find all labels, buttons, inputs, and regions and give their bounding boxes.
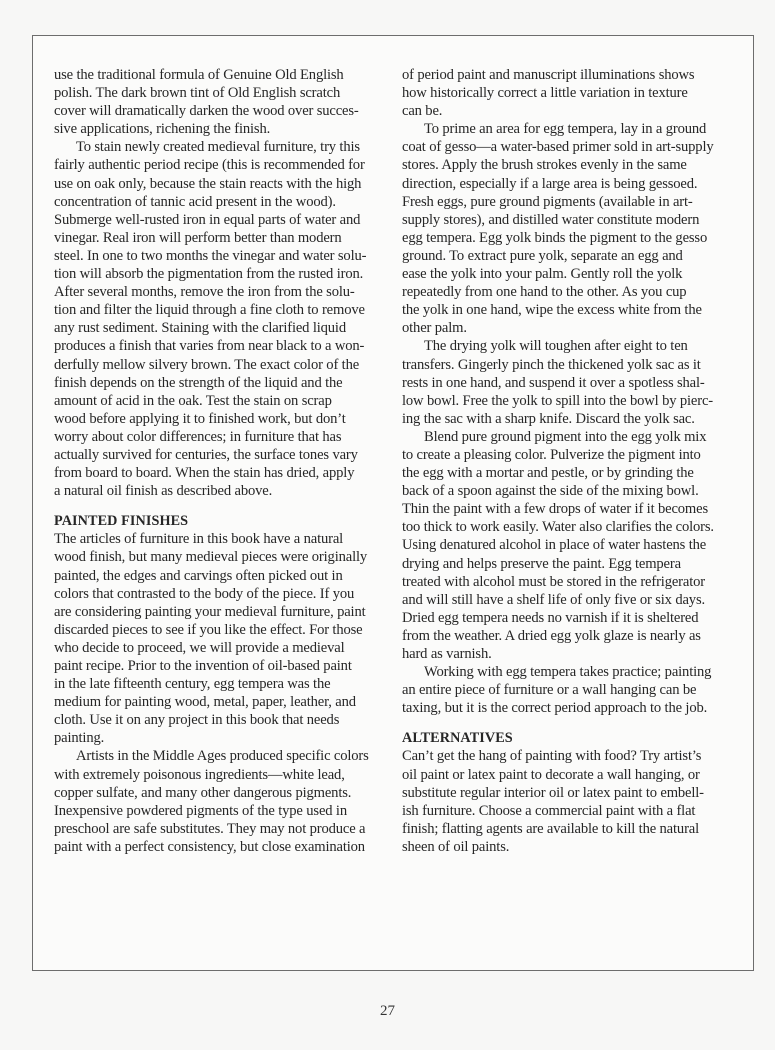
- text-line: use on oak only, because the stain reacts with the high: [54, 175, 362, 192]
- text-line: The drying yolk will toughen after eight to ten: [424, 338, 688, 355]
- text-line: steel. In one to two months the vinegar and water solu-: [54, 247, 367, 264]
- text-line: worry about color differences; in furniture that has: [54, 428, 342, 445]
- text-line: medium for painting wood, metal, paper, leather, and: [54, 694, 356, 711]
- paragraph: [54, 530, 390, 747]
- text-line: oil paint or latex paint to decorate a wall hanging, or: [402, 766, 700, 783]
- text-line: ing the sac with a sharp knife. Discard the yolk sac.: [402, 410, 695, 427]
- text-line: Fresh eggs, pure ground pigments (available in art-: [402, 193, 693, 210]
- text-line: how historically correct a little variation in texture: [402, 85, 688, 102]
- text-line: from the weather. A dried egg yolk glaze is nearly as: [402, 627, 701, 644]
- text-line: can be.: [402, 103, 443, 120]
- text-line: low bowl. Free the yolk to spill into the bowl by pierc-: [402, 392, 713, 409]
- text-line: direction, especially if a large area is being gessoed.: [402, 175, 698, 192]
- text-line: Using denatured alcohol in place of water hastens the: [402, 537, 707, 554]
- text-line: Thin the paint with a few drops of water if it becomes: [402, 501, 708, 518]
- text-line: Artists in the Middle Ages produced specific colors: [76, 748, 369, 765]
- text-line: finish; flatting agents are available to kill the natural: [402, 820, 700, 837]
- text-line: paint recipe. Prior to the invention of oil-based paint: [54, 658, 352, 674]
- text-line: concentration of tannic acid present in the wood).: [54, 193, 336, 210]
- text-line: the egg with a mortar and pestle, or by grinding the: [402, 465, 694, 482]
- paragraph: [402, 337, 738, 427]
- text-line: who decide to proceed, we will provide a medieval: [54, 639, 345, 656]
- text-line: cover will dramatically darken the wood over succes-: [54, 103, 359, 120]
- text-line: an entire piece of furniture or a wall hanging can be: [402, 682, 697, 699]
- text-line: and will still have a shelf life of only five or six days.: [402, 591, 705, 608]
- text-line: any rust sediment. Staining with the clarified liquid: [54, 320, 346, 337]
- text-line: derfully mellow silvery brown. The exact color of the: [54, 356, 360, 373]
- paragraph: [402, 428, 738, 663]
- text-line: fairly authentic period recipe (this is recommended for: [54, 157, 365, 174]
- text-line: To stain newly created medieval furniture, try this: [76, 139, 360, 156]
- text-line: After several months, remove the iron from the solu-: [54, 284, 355, 301]
- text-line: painting.: [54, 730, 105, 747]
- text-line: amount of acid in the oak. Test the stain on scrap: [54, 392, 332, 409]
- paragraph: [402, 747, 738, 856]
- paragraph: [402, 120, 738, 337]
- text-line: in the late fifteenth century, egg tempera was the: [54, 676, 331, 693]
- text-line: substitute regular interior oil or latex paint to embell-: [402, 784, 704, 801]
- paragraph: [402, 66, 738, 120]
- text-line: a natural oil finish as described above.: [54, 483, 273, 500]
- text-line: paint with a perfect consistency, but close examination: [54, 838, 365, 855]
- left-column: [54, 66, 390, 856]
- text-line: The articles of furniture in this book have a natural: [54, 531, 344, 548]
- paragraph: [54, 138, 390, 500]
- text-line: taxing, but it is the correct period approach to the job.: [402, 700, 708, 717]
- text-line: tion will absorb the pigmentation from the rusted iron.: [54, 266, 364, 283]
- text-line: Blend pure ground pigment into the egg yolk mix: [424, 428, 707, 445]
- text-line: tion and filter the liquid through a fine cloth to remove: [54, 302, 365, 319]
- paragraph: [54, 66, 390, 138]
- text-line: finish depends on the strength of the liquid and the: [54, 374, 343, 391]
- text-line: Working with egg tempera takes practice; painting: [424, 664, 712, 681]
- text-line: ease the yolk into your palm. Gently roll the yolk: [402, 266, 683, 283]
- section-heading: ALTERNATIVES: [402, 730, 513, 747]
- text-line: cloth. Use it on any project in this book that needs: [54, 712, 340, 729]
- text-line: with extremely poisonous ingredients—white lead,: [54, 766, 345, 783]
- text-line: wood before applying it to finished work, but don’t: [54, 410, 346, 427]
- text-line: To prime an area for egg tempera, lay in a ground: [424, 121, 707, 138]
- text-line: polish. The dark brown tint of Old English scratch: [54, 85, 341, 102]
- text-line: colors that contrasted to the body of the piece. If you: [54, 585, 355, 602]
- text-line: supply stores), and distilled water constitute modern: [402, 211, 700, 228]
- text-line: stores. Apply the brush strokes evenly in the same: [402, 157, 687, 174]
- text-line: treated with alcohol must be stored in the refrigerator: [402, 573, 705, 590]
- text-line: produces a finish that varies from near black to a won-: [54, 338, 365, 355]
- page-number: 27: [380, 1003, 395, 1019]
- text-line: to create a pleasing color. Pulverize the pigment into: [402, 446, 701, 463]
- text-line: Dried egg tempera needs no varnish if it is sheltered: [402, 609, 699, 626]
- text-line: back of a spoon against the side of the mixing bowl.: [402, 483, 699, 500]
- text-line: rests in one hand, and suspend it over a spotless shal-: [402, 374, 705, 391]
- text-line: hard as varnish.: [402, 646, 492, 662]
- section-spacer: [54, 500, 390, 512]
- text-line: too thick to work easily. Water also clarifies the colors.: [402, 519, 714, 536]
- text-line: drying and helps preserve the paint. Egg tempera: [402, 555, 681, 572]
- text-line: ground. To extract pure yolk, separate an egg and: [402, 247, 683, 264]
- text-line: preschool are safe substitutes. They may not produce a: [54, 820, 366, 837]
- paragraph: [402, 663, 738, 717]
- section-spacer: [402, 717, 738, 729]
- text-line: sheen of oil paints.: [402, 838, 510, 855]
- text-line: transfers. Gingerly pinch the thickened yolk sac as it: [402, 356, 701, 373]
- text-line: of period paint and manuscript illuminations shows: [402, 67, 695, 83]
- text-line: copper sulfate, and many other dangerous pigments.: [54, 784, 352, 801]
- text-line: wood finish, but many medieval pieces were originally: [54, 549, 368, 566]
- section-heading: PAINTED FINISHES: [54, 513, 189, 530]
- text-line: Can’t get the hang of painting with food? Try artist’s: [402, 748, 702, 765]
- text-line: coat of gesso—a water-based primer sold in art-supply: [402, 139, 714, 156]
- text-line: use the traditional formula of Genuine Old English: [54, 67, 344, 83]
- text-line: sive applications, richening the finish.: [54, 121, 271, 138]
- right-column: [402, 66, 738, 856]
- text-line: other palm.: [402, 320, 467, 337]
- text-line: actually survived for centuries, the surface tones vary: [54, 446, 358, 463]
- text-line: are considering painting your medieval furniture, paint: [54, 603, 366, 620]
- text-line: painted, the edges and carvings often picked out in: [54, 567, 343, 584]
- text-line: the yolk in one hand, wipe the excess white from the: [402, 302, 702, 319]
- text-line: Inexpensive powdered pigments of the type used in: [54, 802, 347, 819]
- text-line: ish furniture. Choose a commercial paint with a flat: [402, 802, 696, 819]
- text-line: egg tempera. Egg yolk binds the pigment to the gesso: [402, 229, 708, 246]
- text-line: from board to board. When the stain has dried, apply: [54, 465, 355, 482]
- text-line: discarded pieces to see if you like the effect. For those: [54, 621, 363, 638]
- text-line: repeatedly from one hand to the other. As you cup: [402, 284, 687, 301]
- text-line: Submerge well-rusted iron in equal parts of water and: [54, 211, 361, 228]
- paragraph: [54, 747, 390, 856]
- text-line: vinegar. Real iron will perform better than modern: [54, 229, 342, 246]
